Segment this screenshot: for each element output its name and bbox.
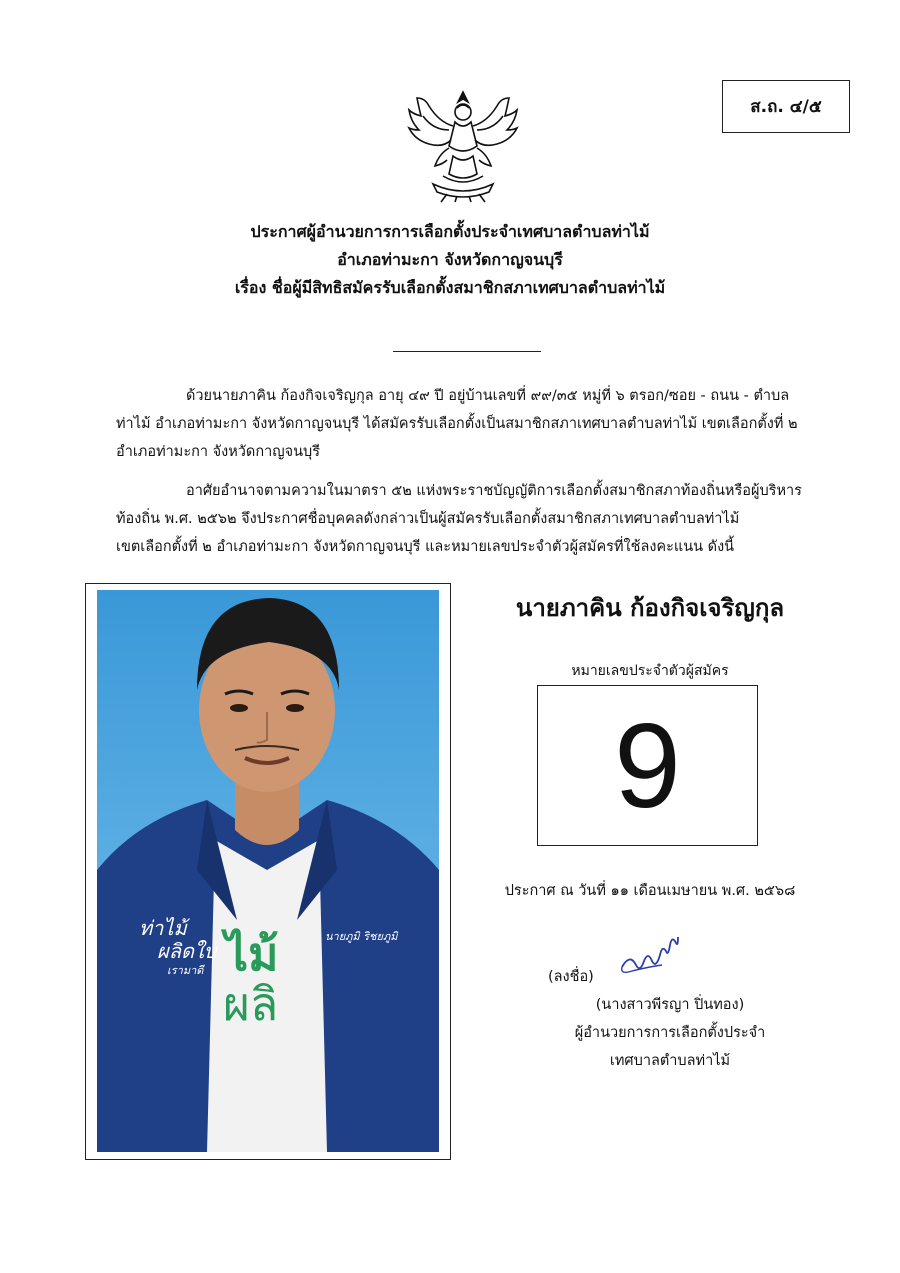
candidate-photo <box>97 590 439 1152</box>
shirt-text: ไม้ <box>225 927 279 981</box>
signer-role: ผู้อำนวยการการเลือกตั้งประจำ <box>574 1025 766 1041</box>
jacket-text: เรามาดี <box>167 964 204 977</box>
form-code: ส.ถ. ๔/๕ <box>750 97 822 117</box>
paragraph-applicant <box>116 382 822 466</box>
signer-name: (นางสาวพีรญา ปิ่นทอง) <box>595 997 745 1013</box>
paragraph-line: ท้องถิ่น พ.ศ. ๒๕๖๒ จึงประกาศชื่อบุคคลดังกล่าวเป็นผู้สมัครรับเลือกตั้งสมาชิกสภาเทศบาลตำบลท่าไม้ <box>116 511 740 527</box>
paragraph-line: ท่าไม้ อำเภอท่ามะกา จังหวัดกาญจนบุรี ได้สมัครรับเลือกตั้งเป็นสมาชิกสภาเทศบาลตำบลท่าไม้ เขตเลือกตั้งที่ ๒ <box>116 416 798 432</box>
garuda-emblem-icon <box>403 86 523 204</box>
form-code-box <box>722 80 850 133</box>
candidate-number: 9 <box>614 698 681 833</box>
paragraph-authority <box>116 477 822 561</box>
sign-label: (ลงชื่อ) <box>548 969 594 985</box>
paragraph-line: อำเภอท่ามะกา จังหวัดกาญจนบุรี <box>116 444 321 460</box>
candidate-name: นายภาคิน ก้องกิจเจริญกุล <box>515 594 785 622</box>
paragraph-line: อาศัยอำนาจตามความในมาตรา ๕๒ แห่งพระราชบัญญัติการเลือกตั้งสมาชิกสภาท้องถิ่นหรือผู้บริหาร <box>186 483 802 499</box>
heading-line-2: อำเภอท่ามะกา จังหวัดกาญจนบุรี <box>337 250 563 269</box>
paragraph-line: ด้วยนายภาคิน ก้องกิจเจริญกุล อายุ ๔๙ ปี อยู่บ้านเลขที่ ๙๙/๓๕ หมู่ที่ ๖ ตรอก/ซอย - ถนน - ตำบล <box>186 388 790 404</box>
jacket-text: ท่าไม้ <box>139 916 187 940</box>
candidate-photo-frame <box>85 583 451 1160</box>
signer-role: เทศบาลตำบลท่าไม้ <box>609 1053 731 1069</box>
heading-line-1: ประกาศผู้อำนวยการการเลือกตั้งประจำเทศบาลตำบลท่าไม้ <box>250 222 650 241</box>
shirt-text: ผลิ <box>223 977 279 1031</box>
paragraph-line: เขตเลือกตั้งที่ ๒ อำเภอท่ามะกา จังหวัดกาญจนบุรี และหมายเลขประจำตัวผู้สมัครที่ใช้ลงคะแนน ดังนี้ <box>116 539 735 555</box>
candidate-number-label: หมายเลขประจำตัวผู้สมัคร <box>571 663 729 679</box>
heading-line-3: เรื่อง ชื่อผู้มีสิทธิสมัครรับเลือกตั้งสมาชิกสภาเทศบาลตำบลท่าไม้ <box>234 278 666 297</box>
jacket-text: นายภูมิ ริชยภูมิ <box>325 930 398 943</box>
jacket-text: ผลิดใบ <box>157 939 217 963</box>
separator-line <box>393 351 541 352</box>
candidate-number-box <box>537 685 758 846</box>
signature-icon <box>618 937 690 981</box>
announce-date: ประกาศ ณ วันที่ ๑๑ เดือนเมษายน พ.ศ. ๒๕๖๘ <box>504 883 796 899</box>
